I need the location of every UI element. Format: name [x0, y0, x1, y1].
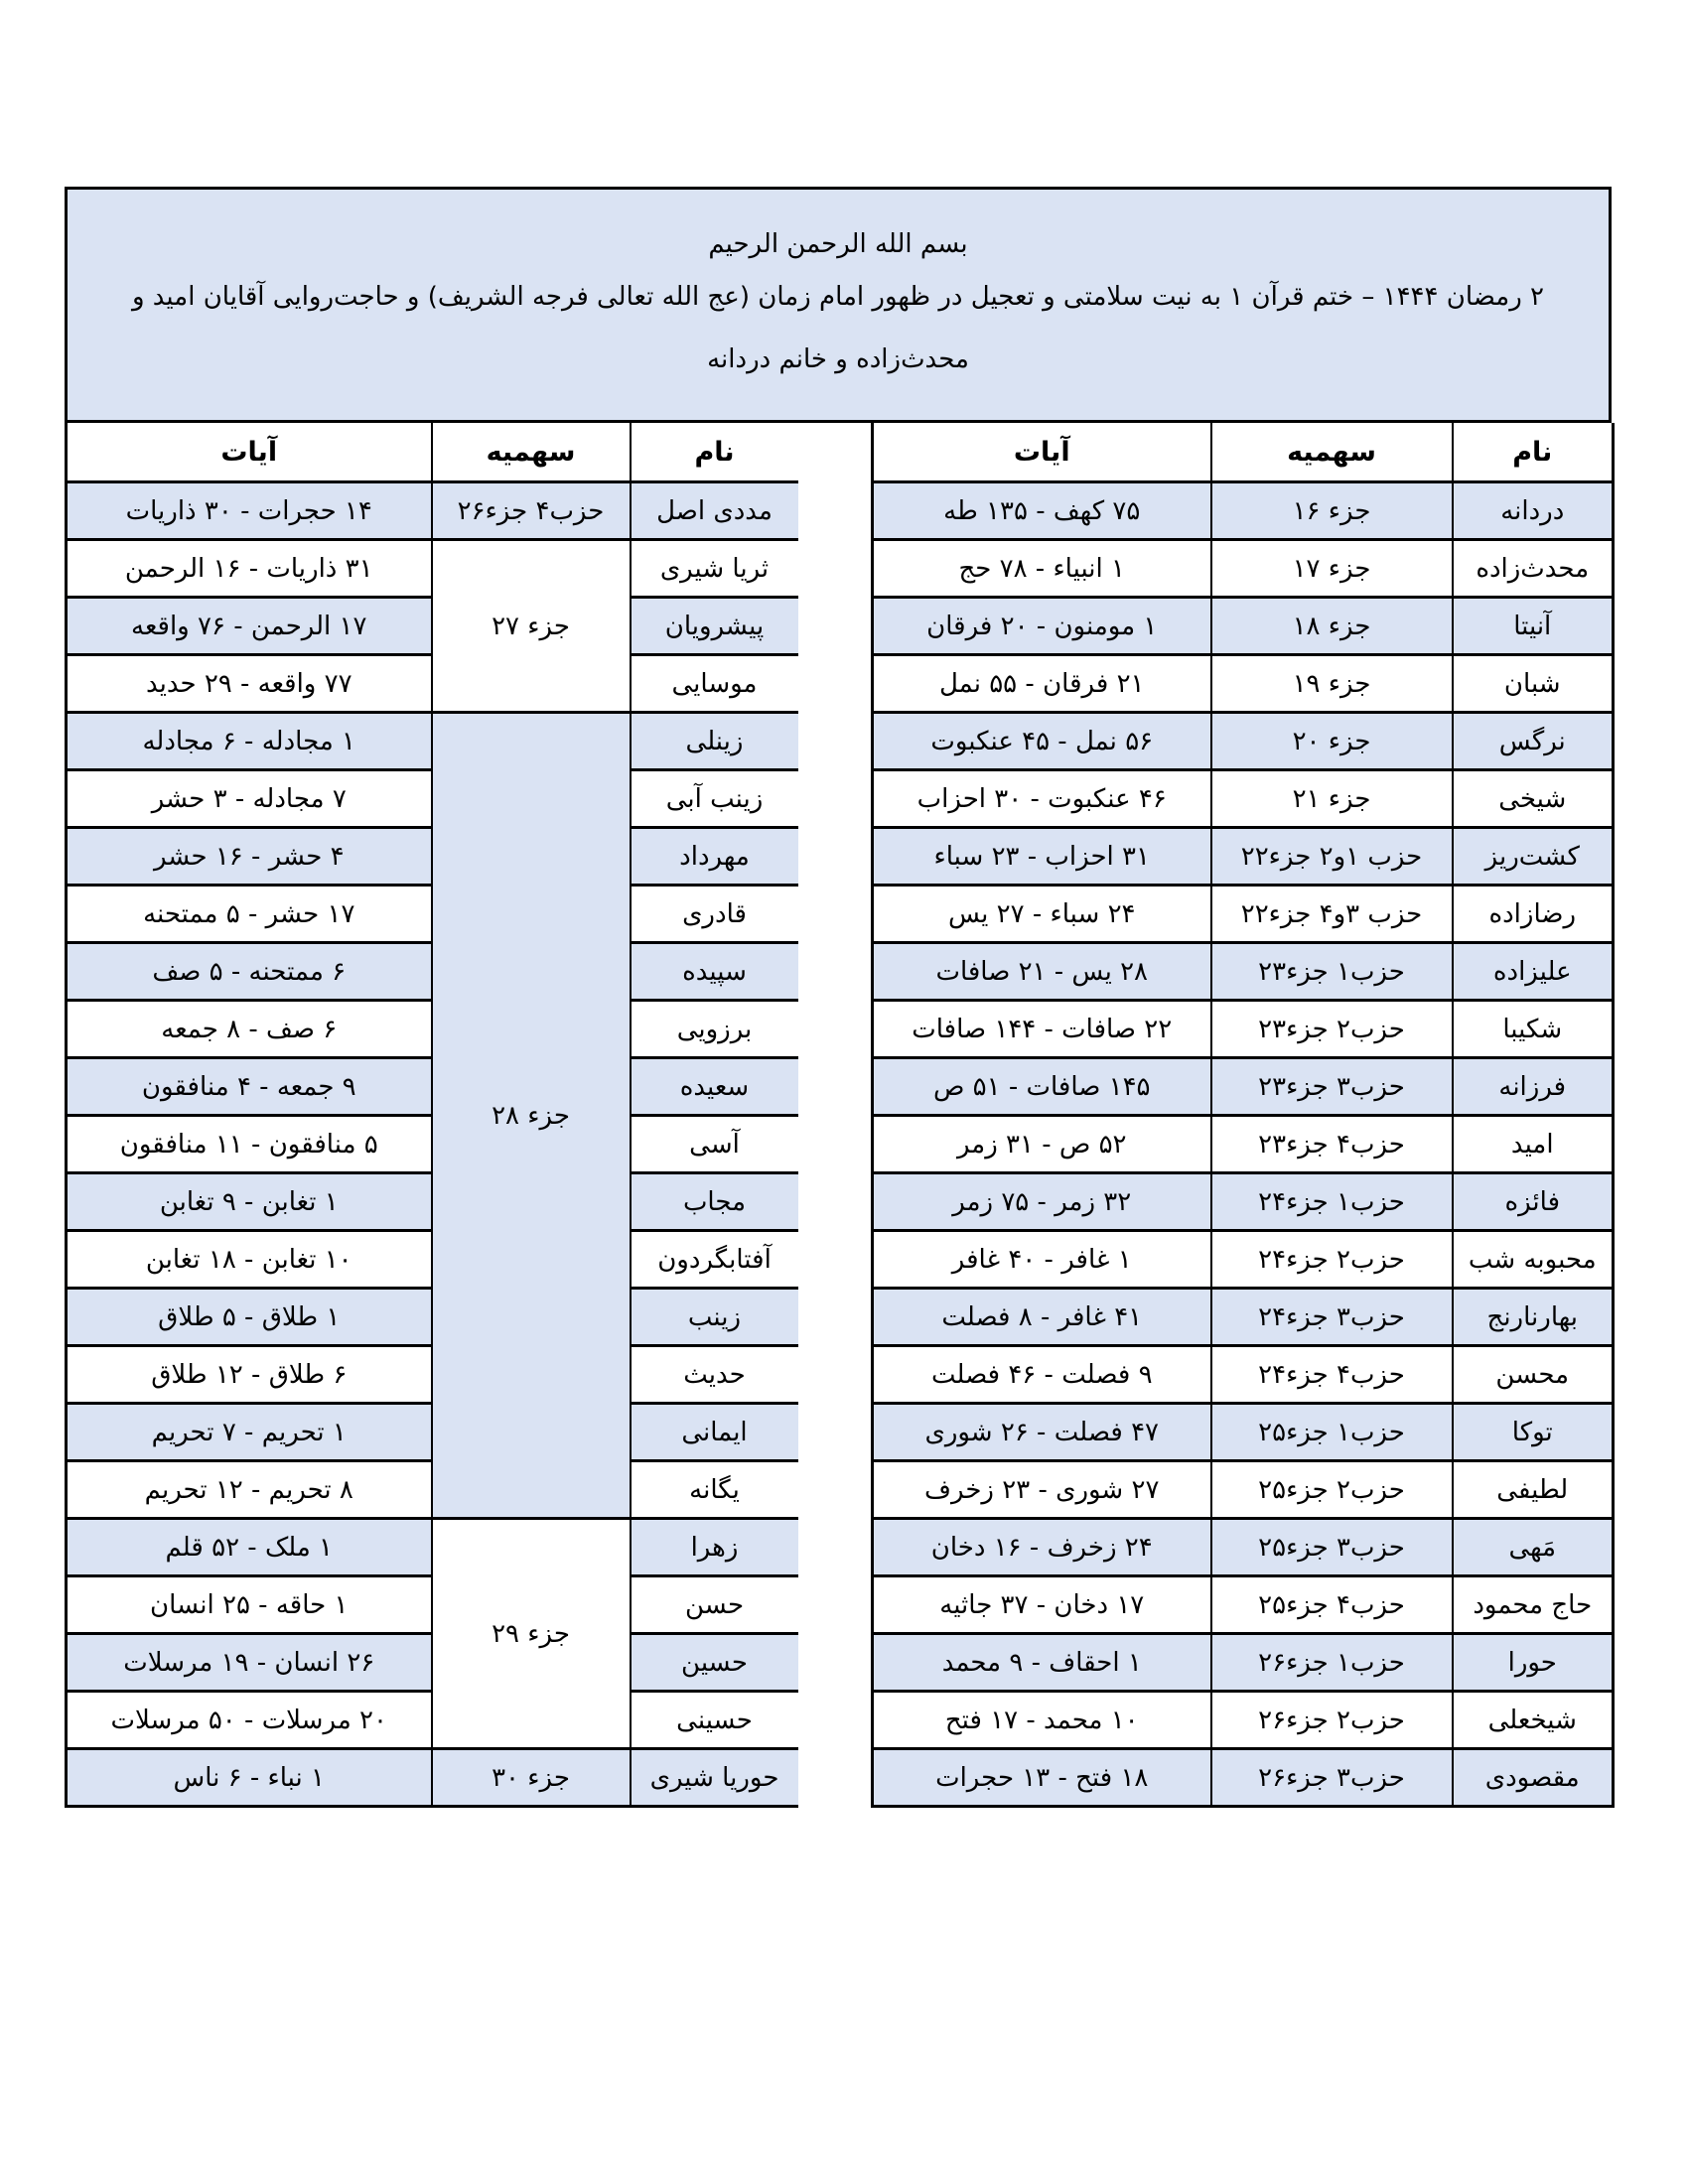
cell-ayat: ۵۶ نمل - ۴۵ عنکبوت	[873, 713, 1211, 770]
table-row	[873, 1634, 1614, 1692]
cell-ayat: ۱ احقاف - ۹ محمد	[873, 1634, 1211, 1692]
cell-ayat: ۱۴۵ صافات - ۵۱ ص	[873, 1058, 1211, 1116]
table-row	[873, 1692, 1614, 1749]
cell-name: نرگس	[1453, 713, 1614, 770]
cell-share: حزب۲ جزء۲۶	[1211, 1692, 1453, 1749]
cell-share: جزء ۲۸	[432, 713, 631, 1519]
cell-name: آفتابگردون	[631, 1231, 798, 1289]
cell-ayat: ۱۴ حجرات - ۳۰ ذاریات	[67, 482, 432, 540]
cell-share: حزب۱ جزء۲۶	[1211, 1634, 1453, 1692]
cell-name: فائزه	[1453, 1173, 1614, 1231]
cell-ayat: ۱۰ تغابن - ۱۸ تغابن	[67, 1231, 432, 1289]
table-row	[873, 770, 1614, 828]
table-row	[873, 886, 1614, 943]
table-row	[67, 540, 798, 598]
cell-name: شبان	[1453, 655, 1614, 713]
cell-ayat: ۴ حشر - ۱۶ حشر	[67, 828, 432, 886]
cell-name: ایمانی	[631, 1404, 798, 1461]
cell-share: حزب۴ جزء۲۴	[1211, 1346, 1453, 1404]
cell-ayat: ۱ طلاق - ۵ طلاق	[67, 1289, 432, 1346]
cell-name: موسایی	[631, 655, 798, 713]
cell-ayat: ۶ طلاق - ۱۲ طلاق	[67, 1346, 432, 1404]
table-row	[873, 1231, 1614, 1289]
table-row	[873, 540, 1614, 598]
cell-ayat: ۴۷ فصلت - ۲۶ شوری	[873, 1404, 1211, 1461]
cell-share: حزب۲ جزء۲۵	[1211, 1461, 1453, 1519]
cell-name: زینب	[631, 1289, 798, 1346]
cell-ayat: ۱ انبیاء - ۷۸ حج	[873, 540, 1211, 598]
cell-ayat: ۲۶ انسان - ۱۹ مرسلات	[67, 1634, 432, 1692]
cell-name: آسی	[631, 1116, 798, 1173]
cell-name: کشت‌ریز	[1453, 828, 1614, 886]
cell-name: سپیده	[631, 943, 798, 1001]
column-header-share: سهمیه	[1211, 423, 1453, 482]
cell-name: محدث‌زاده	[1453, 540, 1614, 598]
cell-ayat: ۱۷ الرحمن - ۷۶ واقعه	[67, 598, 432, 655]
cell-name: مقصودی	[1453, 1749, 1614, 1807]
cell-name: دردانه	[1453, 482, 1614, 540]
title-box	[65, 187, 1612, 423]
cell-name: حسن	[631, 1576, 798, 1634]
cell-share: حزب۳ جزء۲۶	[1211, 1749, 1453, 1807]
table-row	[67, 713, 798, 770]
cell-name: حسین	[631, 1634, 798, 1692]
cell-share: حزب۲ جزء۲۳	[1211, 1001, 1453, 1058]
column-header-name: نام	[1453, 423, 1614, 482]
table-row	[873, 1404, 1614, 1461]
cell-name: حوریا شیری	[631, 1749, 798, 1807]
cell-name: حدیث	[631, 1346, 798, 1404]
cell-ayat: ۸ تحریم - ۱۲ تحریم	[67, 1461, 432, 1519]
cell-ayat: ۲۱ فرقان - ۵۵ نمل	[873, 655, 1211, 713]
cell-name: زینلی	[631, 713, 798, 770]
cell-ayat: ۷ مجادله - ۳ حشر	[67, 770, 432, 828]
table-row	[873, 943, 1614, 1001]
cell-share: حزب۴ جزء۲۵	[1211, 1576, 1453, 1634]
cell-ayat: ۵۲ ص - ۳۱ زمر	[873, 1116, 1211, 1173]
table-row	[873, 1461, 1614, 1519]
document-page	[65, 187, 1612, 1810]
cell-share: جزء ۲۹	[432, 1519, 631, 1749]
cell-ayat: ۳۱ احزاب - ۲۳ سباء	[873, 828, 1211, 886]
cell-name: شکیبا	[1453, 1001, 1614, 1058]
table-row	[873, 1173, 1614, 1231]
cell-share: جزء ۱۹	[1211, 655, 1453, 713]
column-header-name: نام	[631, 423, 798, 482]
cell-name: فرزانه	[1453, 1058, 1614, 1116]
basmala: بسم الله الرحمن الرحیم	[708, 229, 968, 259]
cell-ayat: ۱۸ فتح - ۱۳ حجرات	[873, 1749, 1211, 1807]
cell-ayat: ۱۷ دخان - ۳۷ جاثیه	[873, 1576, 1211, 1634]
table-row	[873, 713, 1614, 770]
cell-name: برزویی	[631, 1001, 798, 1058]
cell-share: حزب۴ جزء۲۳	[1211, 1116, 1453, 1173]
cell-share: حزب۴ جزء۲۶	[432, 482, 631, 540]
table-row	[873, 598, 1614, 655]
cell-share: حزب۲ جزء۲۴	[1211, 1231, 1453, 1289]
cell-ayat: ۴۱ غافر - ۸ فصلت	[873, 1289, 1211, 1346]
cell-name: محبوبه شب	[1453, 1231, 1614, 1289]
cell-ayat: ۱ حاقه - ۲۵ انسان	[67, 1576, 432, 1634]
cell-share: جزء ۳۰	[432, 1749, 631, 1807]
cell-share: حزب۳ جزء۲۳	[1211, 1058, 1453, 1116]
table-row	[873, 655, 1614, 713]
cell-ayat: ۹ جمعه - ۴ منافقون	[67, 1058, 432, 1116]
column-header-share: سهمیه	[432, 423, 631, 482]
table-row	[873, 1346, 1614, 1404]
cell-ayat: ۷۵ کهف - ۱۳۵ طه	[873, 482, 1211, 540]
cell-ayat: ۲۸ یس - ۲۱ صافات	[873, 943, 1211, 1001]
cell-name: حسینی	[631, 1692, 798, 1749]
cell-ayat: ۶ صف - ۸ جمعه	[67, 1001, 432, 1058]
cell-name: مَهی	[1453, 1519, 1614, 1576]
table-row	[67, 1519, 798, 1576]
cell-name: مددی اصل	[631, 482, 798, 540]
column-header-ayat: آیات	[67, 423, 432, 482]
cell-name: شیخعلی	[1453, 1692, 1614, 1749]
cell-ayat: ۳۲ زمر - ۷۵ زمر	[873, 1173, 1211, 1231]
cell-name: محسن	[1453, 1346, 1614, 1404]
cell-name: علیزاده	[1453, 943, 1614, 1001]
cell-name: زینب آبی	[631, 770, 798, 828]
cell-ayat: ۲۰ مرسلات - ۵۰ مرسلات	[67, 1692, 432, 1749]
table-row	[873, 1576, 1614, 1634]
table-row	[67, 482, 798, 540]
cell-ayat: ۲۴ سباء - ۲۷ یس	[873, 886, 1211, 943]
cell-ayat: ۱ مجادله - ۶ مجادله	[67, 713, 432, 770]
cell-ayat: ۹ فصلت - ۴۶ فصلت	[873, 1346, 1211, 1404]
cell-name: ثریا شیری	[631, 540, 798, 598]
cell-name: سعیده	[631, 1058, 798, 1116]
cell-name: یگانه	[631, 1461, 798, 1519]
cell-ayat: ۵ منافقون - ۱۱ منافقون	[67, 1116, 432, 1173]
cell-share: جزء ۱۷	[1211, 540, 1453, 598]
cell-share: حزب۳ جزء۲۴	[1211, 1289, 1453, 1346]
cell-ayat: ۳۱ ذاریات - ۱۶ الرحمن	[67, 540, 432, 598]
cell-share: جزء ۲۷	[432, 540, 631, 713]
cell-share: حزب۱ جزء۲۳	[1211, 943, 1453, 1001]
cell-ayat: ۱۰ محمد - ۱۷ فتح	[873, 1692, 1211, 1749]
table-row	[873, 1001, 1614, 1058]
table-row	[873, 1058, 1614, 1116]
cell-share: حزب۳ جزء۲۵	[1211, 1519, 1453, 1576]
cell-ayat: ۲۴ زخرف - ۱۶ دخان	[873, 1519, 1211, 1576]
cell-share: جزء ۲۰	[1211, 713, 1453, 770]
cell-name: قادری	[631, 886, 798, 943]
title-line-2: محدث‌زاده و خانم دردانه	[707, 344, 969, 374]
cell-name: رضازاده	[1453, 886, 1614, 943]
cell-ayat: ۱ نباء - ۶ ناس	[67, 1749, 432, 1807]
cell-ayat: ۱ مومنون - ۲۰ فرقان	[873, 598, 1211, 655]
cell-ayat: ۱۷ حشر - ۵ ممتحنه	[67, 886, 432, 943]
cell-share: حزب ۳و۴ جزء۲۲	[1211, 886, 1453, 943]
table-row	[873, 482, 1614, 540]
cell-share: حزب۱ جزء۲۵	[1211, 1404, 1453, 1461]
cell-share: جزء ۱۸	[1211, 598, 1453, 655]
cell-ayat: ۱ تحریم - ۷ تحریم	[67, 1404, 432, 1461]
column-header-ayat: آیات	[873, 423, 1211, 482]
cell-share: حزب ۱و۲ جزء۲۲	[1211, 828, 1453, 886]
cell-share: جزء ۱۶	[1211, 482, 1453, 540]
cell-name: بهارنارنج	[1453, 1289, 1614, 1346]
cell-ayat: ۶ ممتحنه - ۵ صف	[67, 943, 432, 1001]
cell-name: توکا	[1453, 1404, 1614, 1461]
table-row	[67, 1749, 798, 1807]
table-row	[873, 1116, 1614, 1173]
cell-name: امید	[1453, 1116, 1614, 1173]
cell-name: آنیتا	[1453, 598, 1614, 655]
cell-name: زهرا	[631, 1519, 798, 1576]
cell-name: مهرداد	[631, 828, 798, 886]
cell-ayat: ۷۷ واقعه - ۲۹ حدید	[67, 655, 432, 713]
cell-name: مجاب	[631, 1173, 798, 1231]
cell-ayat: ۱ غافر - ۴۰ غافر	[873, 1231, 1211, 1289]
cell-name: حاج محمود	[1453, 1576, 1614, 1634]
cell-share: جزء ۲۱	[1211, 770, 1453, 828]
table-row	[873, 1749, 1614, 1807]
cell-ayat: ۱ ملک - ۵۲ قلم	[67, 1519, 432, 1576]
table-row	[873, 1519, 1614, 1576]
cell-share: حزب۱ جزء۲۴	[1211, 1173, 1453, 1231]
left-assignment-table	[65, 423, 798, 1808]
cell-name: شیخی	[1453, 770, 1614, 828]
cell-ayat: ۲۲ صافات - ۱۴۴ صافات	[873, 1001, 1211, 1058]
table-row	[873, 828, 1614, 886]
cell-name: حورا	[1453, 1634, 1614, 1692]
table-row	[873, 1289, 1614, 1346]
cell-ayat: ۱ تغابن - ۹ تغابن	[67, 1173, 432, 1231]
right-assignment-table	[871, 423, 1615, 1808]
cell-name: پیشرویان	[631, 598, 798, 655]
title-line-1: ۲ رمضان ۱۴۴۴ – ختم قرآن ۱ به نیت سلامتی و تعجیل در ظهور امام زمان (عج الله تعالی فرجه الشریف) و حاجت‌روایی آقایان امید و	[131, 282, 1545, 312]
cell-ayat: ۴۶ عنکبوت - ۳۰ احزاب	[873, 770, 1211, 828]
cell-name: لطیفی	[1453, 1461, 1614, 1519]
cell-ayat: ۲۷ شوری - ۲۳ زخرف	[873, 1461, 1211, 1519]
